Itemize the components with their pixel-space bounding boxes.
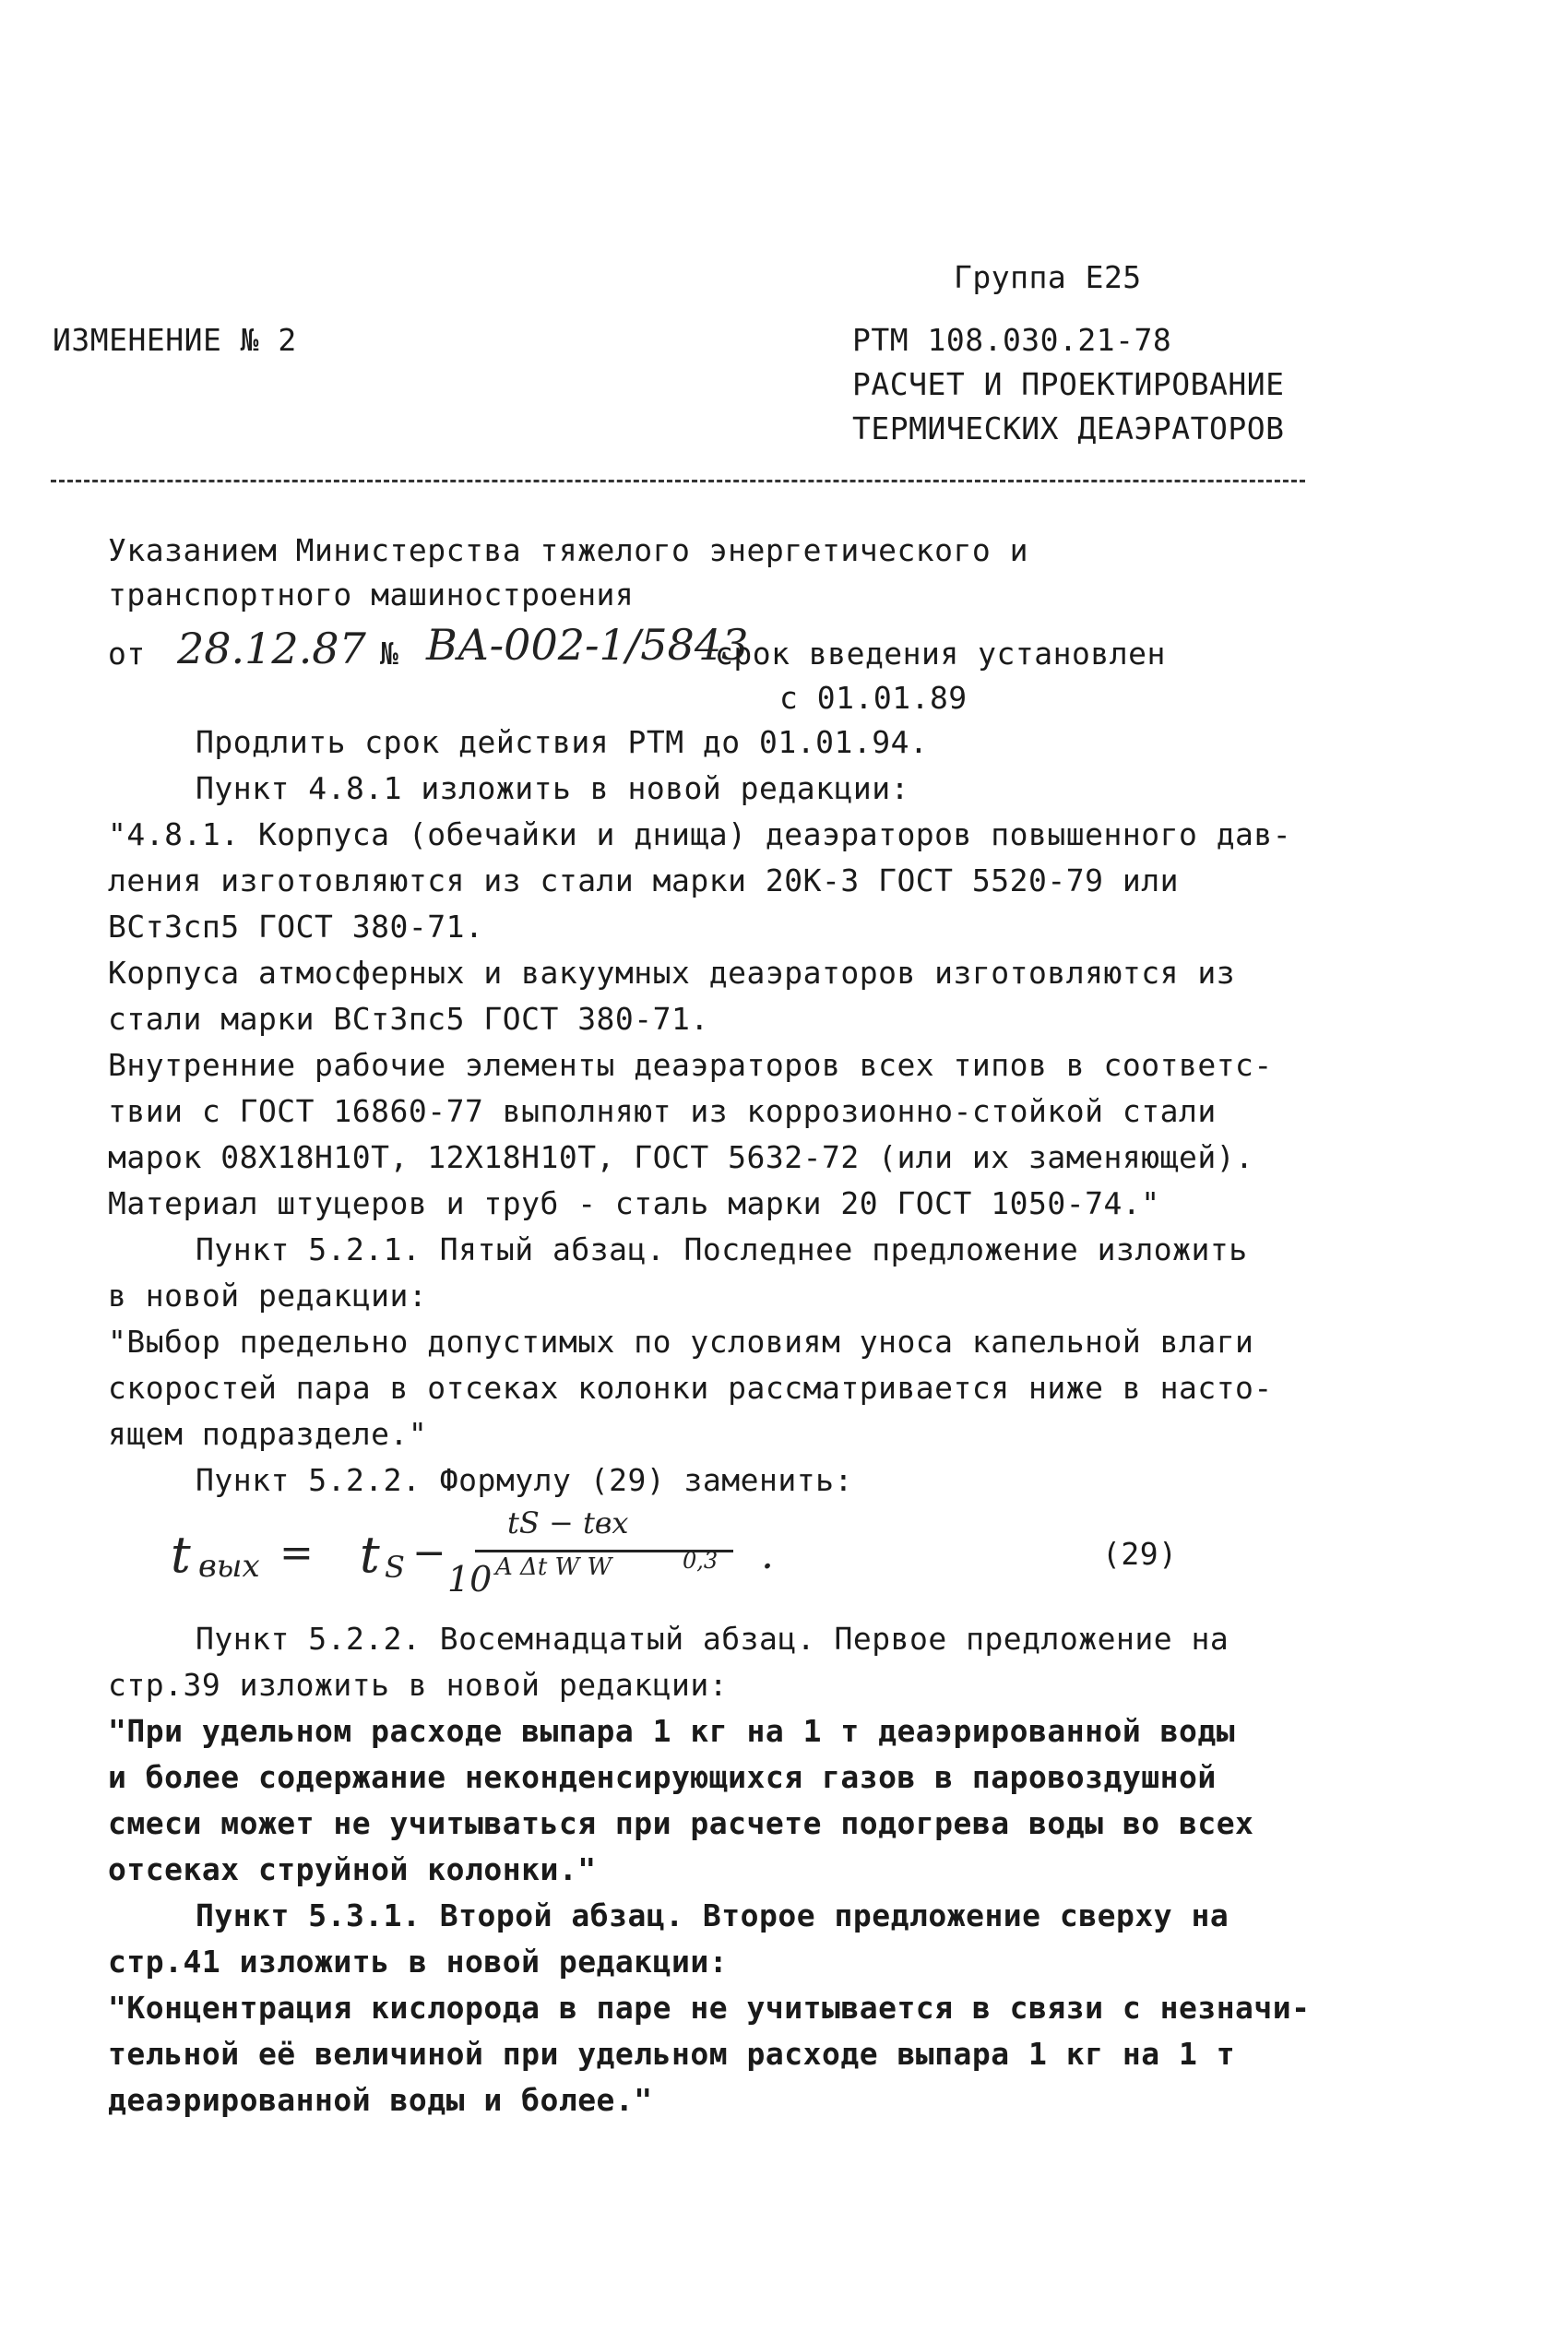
body-line-24: Пункт 5.3.1. Второй абзац. Второе предложение сверху на [196, 1897, 1229, 1933]
body-line-13: в новой редакции: [108, 1278, 428, 1314]
body-line-7: стали марки ВСт3пс5 ГОСТ 380-71. [108, 1001, 709, 1037]
body-line-23: отсеках струйной колонки." [108, 1851, 597, 1887]
formula-number: (29) [1102, 1536, 1178, 1572]
body-line-17: Пункт 5.2.2. Формулу (29) заменить: [196, 1462, 853, 1498]
body-line-3: "4.8.1. Корпуса (обечайки и днища) деаэраторов повышенного дав- [108, 816, 1292, 852]
body-line-15: скоростей пара в отсеках колонки рассматривается ниже в насто- [108, 1370, 1273, 1406]
formula-dot: . [761, 1531, 774, 1578]
header-divider [51, 480, 1305, 482]
body-line-8: Внутренние рабочие элементы деаэраторов всех типов в соответс- [108, 1047, 1273, 1083]
body-line-6: Корпуса атмосферных и вакуумных деаэраторов изготовляются из [108, 955, 1236, 991]
body-line-21: и более содержание неконденсирующихся газов в паровоздушной [108, 1759, 1217, 1795]
body-line-5: ВСт3сп5 ГОСТ 380-71. [108, 909, 484, 945]
handwritten-formula [171, 1505, 816, 1607]
body-line-4: ления изготовляются из стали марки 20К-3 ГОСТ 5520-79 или [108, 862, 1179, 898]
body-line-16: ящем подразделе." [108, 1416, 428, 1452]
body-line-20: "При удельном расходе выпара 1 кг на 1 т деаэрированной воды [108, 1713, 1236, 1749]
body-line-11: Материал штуцеров и труб - сталь марки 20 ГОСТ 1050-74." [108, 1185, 1160, 1221]
body-line-9: твии с ГОСТ 16860-77 выполняют из коррозионно-стойкой стали [108, 1093, 1217, 1129]
document-title-line-1: РАСЧЕТ И ПРОЕКТИРОВАНИЕ [852, 366, 1285, 402]
body-line-12: Пункт 5.2.1. Пятый абзац. Последнее предложение изложить [196, 1231, 1248, 1267]
formula-equals: = [279, 1529, 314, 1576]
deadline-text: срок введения установлен [715, 636, 1166, 672]
formula-lhs: t [171, 1526, 191, 1584]
formula-denominator-exponent: A Δt W W [495, 1553, 612, 1581]
handwritten-date: 28.12.87 [177, 624, 366, 673]
intro-line-1: Указанием Министерства тяжелого энергетического и [108, 532, 1029, 568]
body-line-18: Пункт 5.2.2. Восемнадцатый абзац. Первое предложение на [196, 1621, 1229, 1657]
body-line-2: Пункт 4.8.1 изложить в новой редакции: [196, 770, 909, 806]
body-line-27: тельной её величиной при удельном расходе выпара 1 кг на 1 т [108, 2036, 1236, 2072]
formula-ts-subscript: S [385, 1550, 405, 1585]
group-label: Группа Е25 [954, 259, 1142, 295]
body-line-10: марок 08Х18Н10Т, 12Х18Н10Т, ГОСТ 5632-72 (или их заменяющей). [108, 1139, 1254, 1175]
ot-label: от [108, 636, 146, 672]
body-line-14: "Выбор предельно допустимых по условиям уноса капельной влаги [108, 1324, 1254, 1360]
body-line-28: деаэрированной воды и более." [108, 2082, 653, 2118]
body-line-1: Продлить срок действия РТМ до 01.01.94. [196, 724, 929, 760]
handwritten-number: ВА-002-1/5843 [426, 620, 749, 670]
formula-lhs-subscript: вых [198, 1548, 260, 1585]
document-code: РТМ 108.030.21-78 [852, 322, 1172, 358]
body-line-25: стр.41 изложить в новой редакции: [108, 1944, 729, 1980]
formula-minus: − [412, 1529, 446, 1576]
formula-denominator-tail: 0,3 [683, 1548, 719, 1574]
number-label: № [380, 636, 399, 672]
deadline-date: с 01.01.89 [779, 680, 968, 716]
change-number: ИЗМЕНЕНИЕ № 2 [53, 322, 297, 358]
formula-denominator-base: 10 [447, 1559, 493, 1600]
body-line-19: стр.39 изложить в новой редакции: [108, 1667, 729, 1703]
document-title-line-2: ТЕРМИЧЕСКИХ ДЕАЭРАТОРОВ [852, 410, 1285, 446]
formula-numerator: tS − tвх [507, 1505, 629, 1540]
formula-ts: t [360, 1526, 380, 1584]
body-line-22: смеси может не учитываться при расчете подогрева воды во всех [108, 1805, 1254, 1841]
intro-line-2: транспортного машиностроения [108, 577, 635, 613]
body-line-26: "Концентрация кислорода в паре не учитывается в связи с незначи- [108, 1990, 1311, 2026]
